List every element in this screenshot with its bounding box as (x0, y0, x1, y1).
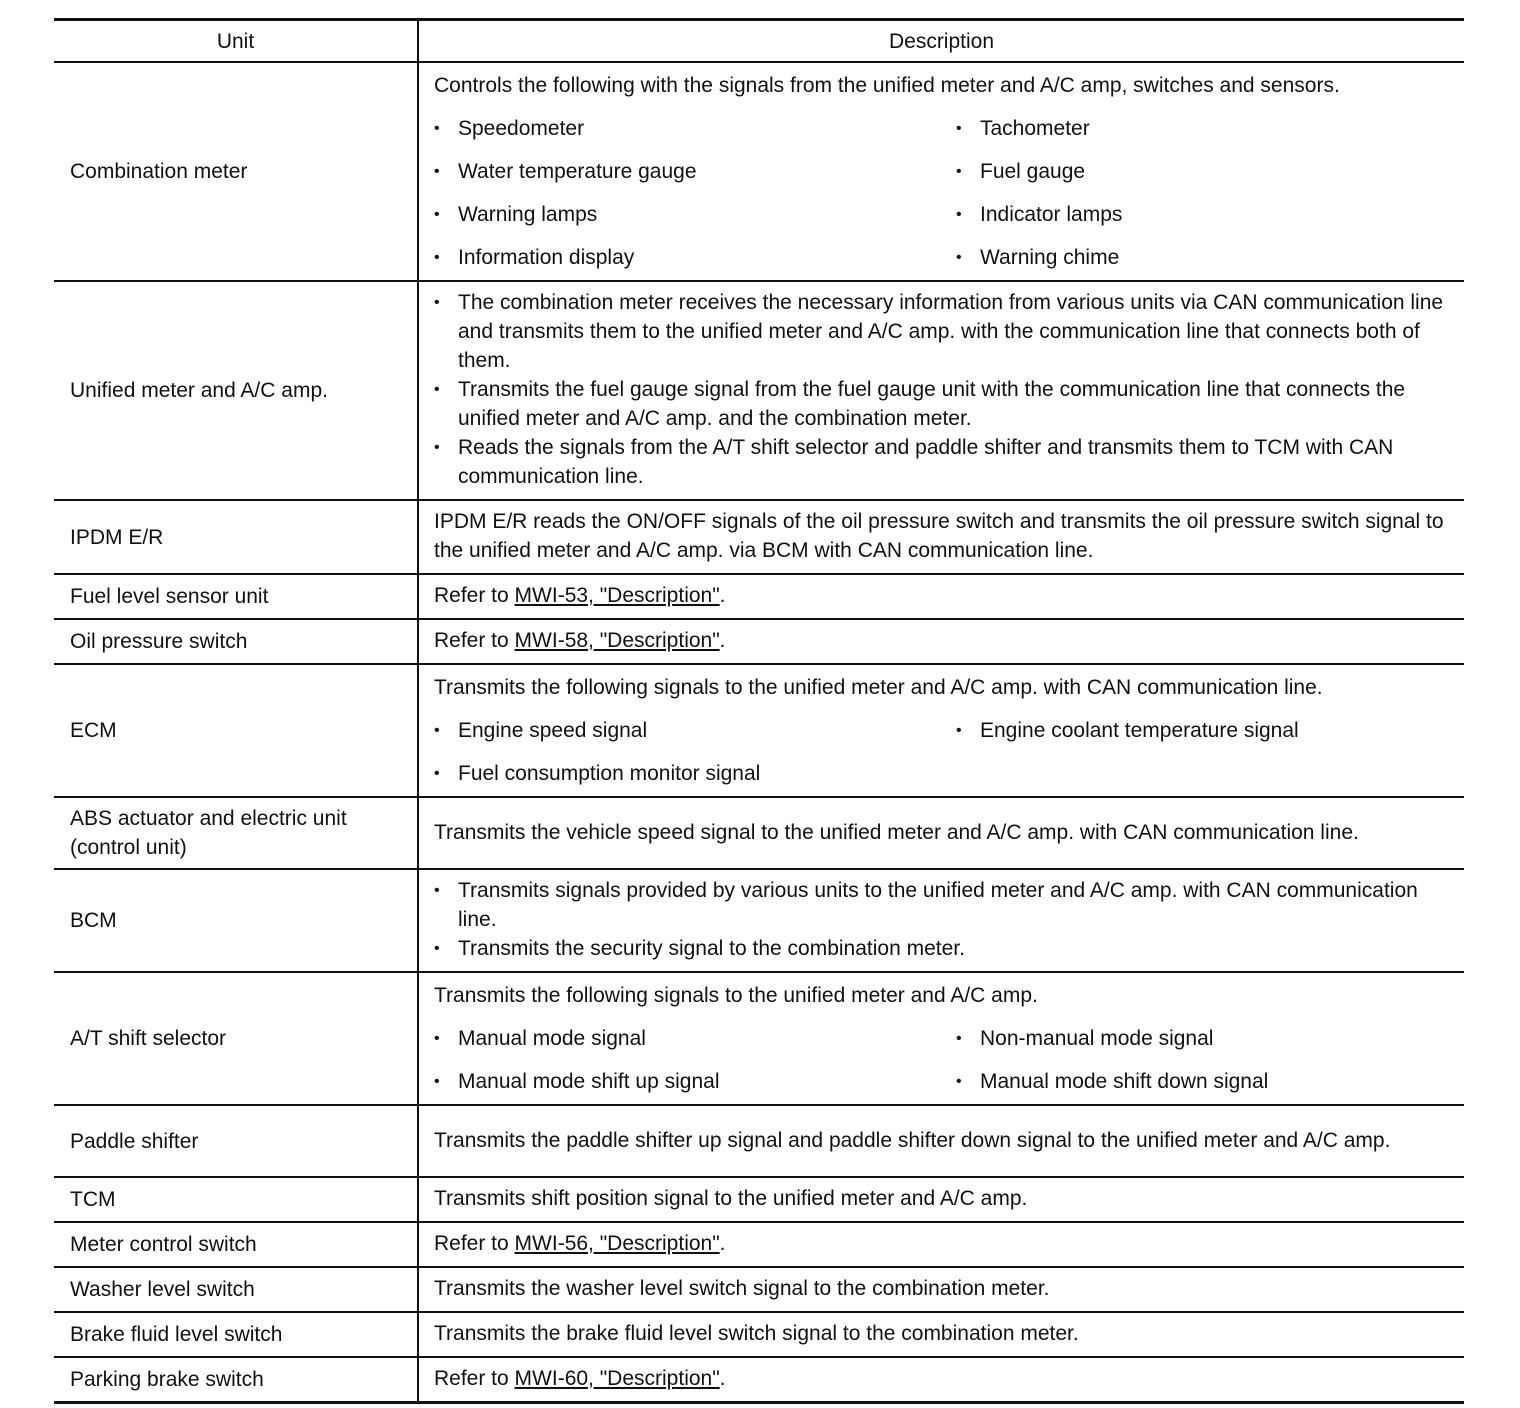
table-row (54, 500, 1464, 574)
bullet-grid (434, 1024, 1452, 1096)
description-cell: Transmits the paddle shifter up signal and paddle shifter down signal to the unified meter and A/C amp. (418, 1105, 1464, 1177)
refer-prefix: Refer to (434, 1232, 515, 1255)
description-lead: Controls the following with the signals from the unified meter and A/C amp, switches and sensors. (434, 74, 1340, 97)
unit-description-table (54, 18, 1464, 1404)
table-row (54, 1105, 1464, 1177)
description-cell: Transmits the washer level switch signal to the combination meter. (418, 1267, 1464, 1312)
description-cell (418, 281, 1464, 500)
refer-prefix: Refer to (434, 1367, 515, 1390)
table-row (54, 1177, 1464, 1222)
description-cell (418, 574, 1464, 619)
table-row (54, 972, 1464, 1105)
description-cell (418, 664, 1464, 797)
list-item: • Speedometer (434, 114, 956, 143)
unit-cell: IPDM E/R (54, 500, 418, 574)
unit-line: (control unit) (70, 836, 187, 859)
description-cell: Transmits the brake fluid level switch signal to the combination meter. (418, 1312, 1464, 1357)
list-item: • The combination meter receives the necessary information from various units via CAN communication line and transmits them to the unified meter and A/C amp. with the communication line that connects both of them. (434, 288, 1452, 375)
refer-suffix: . (719, 629, 726, 652)
description-cell (418, 619, 1464, 664)
description-lead: Transmits the following signals to the unified meter and A/C amp. (434, 984, 1038, 1007)
list-item: • Warning chime (956, 243, 1452, 272)
table-row (54, 797, 1464, 869)
unit-cell: Unified meter and A/C amp. (54, 281, 418, 500)
description-cell (418, 869, 1464, 972)
unit-cell: Brake fluid level switch (54, 1312, 418, 1357)
unit-cell: Paddle shifter (54, 1105, 418, 1177)
list-item: • Manual mode shift up signal (434, 1067, 956, 1096)
list-item: • Tachometer (956, 114, 1452, 143)
description-cell (418, 1222, 1464, 1267)
reference-link[interactable]: MWI-53, "Description" (514, 584, 720, 607)
bullet-grid (434, 114, 1452, 272)
table-row (54, 62, 1464, 281)
list-item: • Engine speed signal (434, 716, 956, 745)
unit-cell: TCM (54, 1177, 418, 1222)
unit-cell: BCM (54, 869, 418, 972)
list-item: • Information display (434, 243, 956, 272)
refer-suffix: . (719, 584, 726, 607)
bullet-list (434, 288, 1452, 491)
list-item: • Transmits the fuel gauge signal from the fuel gauge unit with the communication line that connects the unified meter and A/C amp. and the combination meter. (434, 375, 1452, 433)
header-row (54, 20, 1464, 63)
refer-suffix: . (719, 1367, 726, 1390)
table-row (54, 664, 1464, 797)
description-cell: Transmits shift position signal to the unified meter and A/C amp. (418, 1177, 1464, 1222)
refer-suffix: . (719, 1232, 726, 1255)
refer-prefix: Refer to (434, 629, 515, 652)
refer-prefix: Refer to (434, 584, 515, 607)
table-row (54, 1357, 1464, 1403)
table-row (54, 281, 1464, 500)
reference-link[interactable]: MWI-56, "Description" (514, 1232, 720, 1255)
description-cell: IPDM E/R reads the ON/OFF signals of the oil pressure switch and transmits the oil pressure switch signal to the unified meter and A/C amp. via BCM with CAN communication line. (418, 500, 1464, 574)
unit-cell (54, 797, 418, 869)
list-item: • Warning lamps (434, 200, 956, 229)
description-lead: Transmits the following signals to the unified meter and A/C amp. with CAN communication line. (434, 676, 1323, 699)
list-item: • Fuel consumption monitor signal (434, 759, 956, 788)
description-cell: Transmits the vehicle speed signal to the unified meter and A/C amp. with CAN communication line. (418, 797, 1464, 869)
table-row (54, 1312, 1464, 1357)
list-item: • Water temperature gauge (434, 157, 956, 186)
list-item: • Indicator lamps (956, 200, 1452, 229)
bullet-grid (434, 716, 1452, 788)
table-row (54, 869, 1464, 972)
unit-cell: Washer level switch (54, 1267, 418, 1312)
reference-link[interactable]: MWI-58, "Description" (514, 629, 720, 652)
unit-cell: Oil pressure switch (54, 619, 418, 664)
unit-cell: ECM (54, 664, 418, 797)
list-item: • Transmits signals provided by various units to the unified meter and A/C amp. with CAN communication line. (434, 876, 1452, 934)
description-cell (418, 1357, 1464, 1403)
unit-cell: Combination meter (54, 62, 418, 281)
table-row (54, 619, 1464, 664)
list-item: • Fuel gauge (956, 157, 1452, 186)
description-cell (418, 972, 1464, 1105)
list-item: • Engine coolant temperature signal (956, 716, 1452, 745)
list-item: • Manual mode shift down signal (956, 1067, 1452, 1096)
list-item: • Transmits the security signal to the combination meter. (434, 934, 1452, 963)
header-description: Description (418, 20, 1464, 63)
table-row (54, 1267, 1464, 1312)
header-unit: Unit (54, 20, 418, 63)
unit-cell: A/T shift selector (54, 972, 418, 1105)
description-cell (418, 62, 1464, 281)
unit-cell: Fuel level sensor unit (54, 574, 418, 619)
list-item: • Reads the signals from the A/T shift selector and paddle shifter and transmits them to TCM with CAN communication line. (434, 433, 1452, 491)
reference-link[interactable]: MWI-60, "Description" (514, 1367, 720, 1390)
bullet-list (434, 876, 1452, 963)
unit-cell: Meter control switch (54, 1222, 418, 1267)
list-item: • Manual mode signal (434, 1024, 956, 1053)
unit-cell: Parking brake switch (54, 1357, 418, 1403)
table-row (54, 574, 1464, 619)
list-item: • Non-manual mode signal (956, 1024, 1452, 1053)
table-row (54, 1222, 1464, 1267)
unit-line: ABS actuator and electric unit (70, 807, 347, 830)
